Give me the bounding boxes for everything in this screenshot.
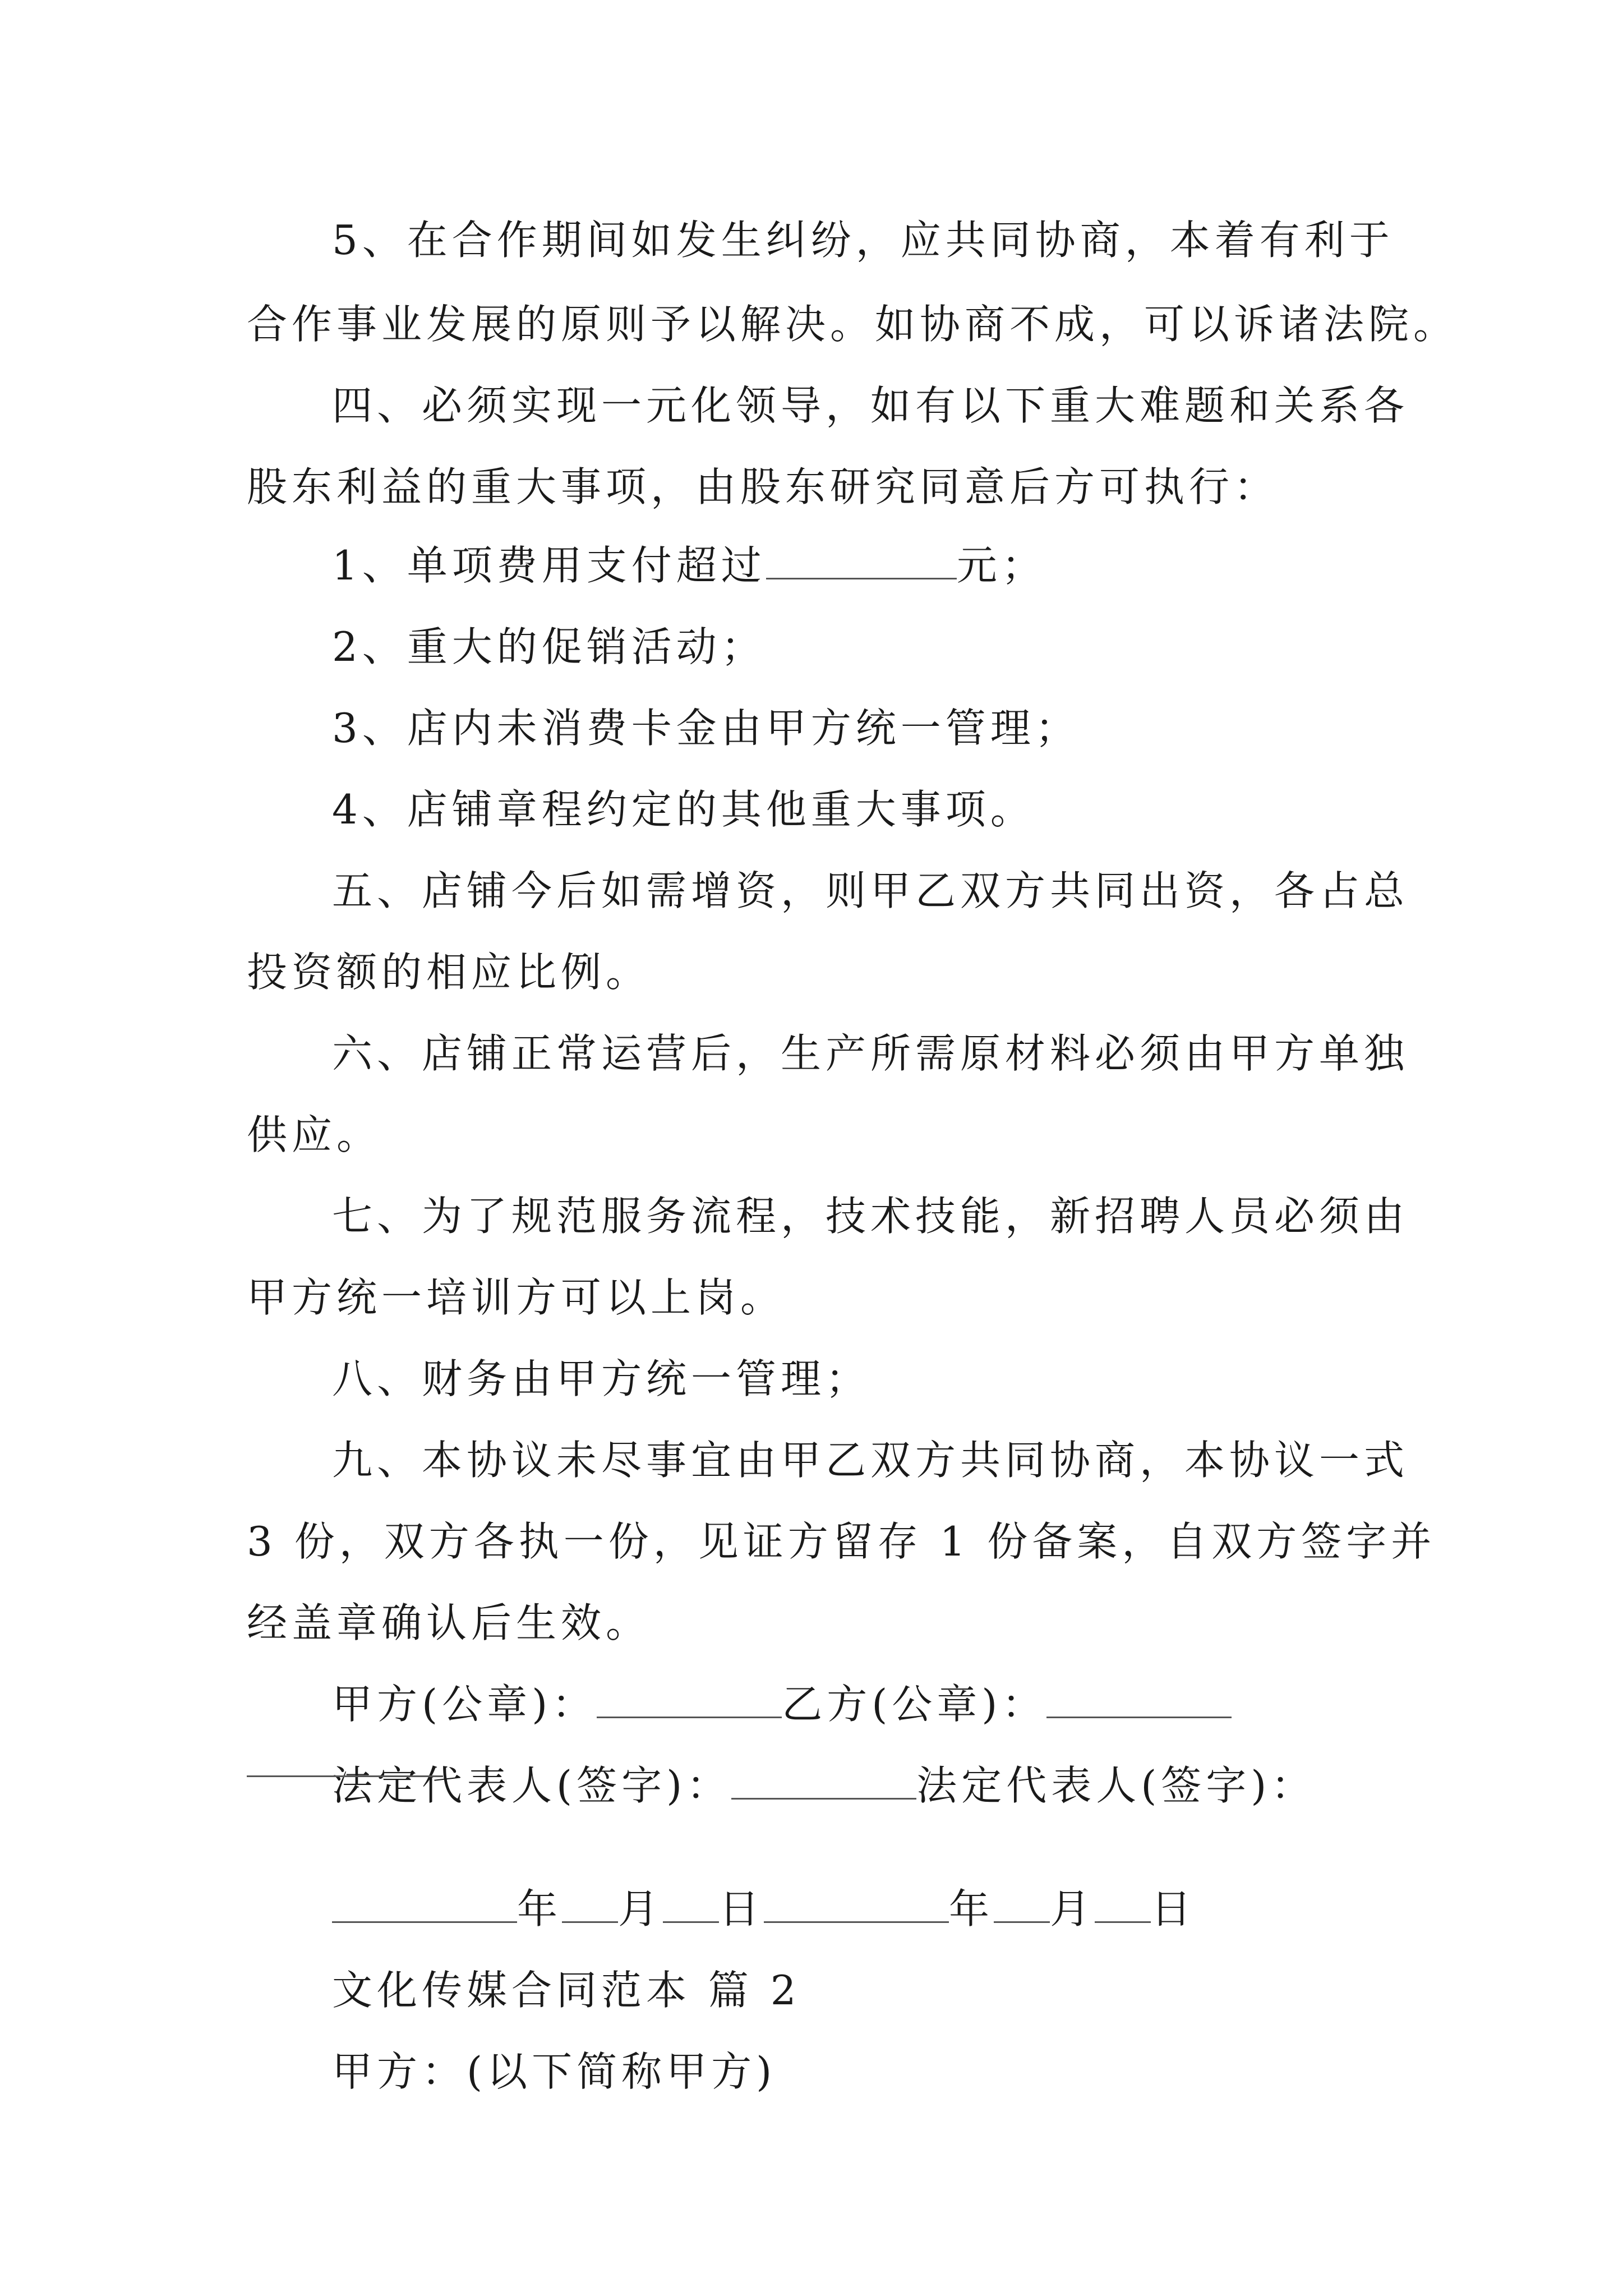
day-label-b: 日 (1151, 1885, 1196, 1932)
paragraph-8: 八、财务由甲方统一管理； (332, 1355, 871, 1402)
paragraph-9-line-1: 九、本协议未尽事宜由甲乙双方共同协商，本协议一式 (332, 1437, 1409, 1484)
party-a-month-blank[interactable] (562, 1887, 618, 1923)
month-label-b: 月 (1050, 1885, 1095, 1932)
paragraph-5-cn-line-1: 五、店铺今后如需增资，则甲乙双方共同出资，各占总 (332, 867, 1409, 914)
paragraph-5-cn-line-2: 投资额的相应比例。 (247, 949, 651, 996)
paragraph-4-line-2: 股东利益的重大事项，由股东研究同意后方可执行： (247, 463, 1279, 510)
month-label-a: 月 (618, 1885, 663, 1932)
year-label-a: 年 (517, 1885, 562, 1932)
party-b-year-blank[interactable] (764, 1887, 949, 1923)
paragraph-6-line-2: 供应。 (247, 1111, 382, 1158)
list-item-2: 2、重大的促销活动； (332, 623, 766, 670)
year-label-b: 年 (949, 1885, 994, 1932)
list-item-1-suffix: 元； (956, 542, 1046, 589)
paragraph-5-line-1: 5、在合作期间如发生纠纷，应共同协商，本着有利于 (332, 217, 1394, 264)
signature-seal-line (247, 1672, 1391, 1730)
paragraph-7-line-2: 甲方统一培训方可以上岗。 (247, 1274, 786, 1321)
paragraph-9-line-2: 3 份，双方各执一份，见证方留存 1 份备案，自双方签字并 (247, 1518, 1436, 1565)
list-item-1 (247, 533, 1391, 591)
section-heading-2: 文化传媒合同范本 篇 2 (332, 1967, 801, 2014)
party-b-rep-label: 法定代表人(签字)： (916, 1762, 1316, 1809)
party-a-seal-label: 甲方(公章)： (332, 1681, 597, 1728)
signature-blank-continued[interactable] (247, 1775, 443, 1777)
paragraph-6-line-1: 六、店铺正常运营后，生产所需原材料必须由甲方单独 (332, 1030, 1409, 1077)
party-a-rep-blank[interactable] (731, 1763, 916, 1800)
party-a-rep-label: 法定代表人(签字)： (332, 1762, 732, 1809)
paragraph-4-line-1: 四、必须实现一元化领导，如有以下重大难题和关系各 (332, 382, 1409, 429)
party-a-intro: 甲方：(以下简称甲方) (332, 2048, 777, 2095)
list-item-4: 4、店铺章程约定的其他重大事项。 (332, 786, 1035, 833)
paragraph-5-line-2: 合作事业发展的原则予以解决。如协商不成，可以诉诸法院。 (247, 301, 1459, 348)
list-item-3: 3、店内未消费卡金由甲方统一管理； (332, 705, 1080, 752)
party-b-seal-label: 乙方(公章)： (782, 1681, 1047, 1728)
party-a-seal-blank[interactable] (597, 1682, 782, 1718)
date-line (247, 1876, 1391, 1935)
paragraph-9-line-3: 经盖章确认后生效。 (247, 1599, 651, 1646)
party-b-seal-blank[interactable] (1046, 1682, 1232, 1718)
amount-blank[interactable] (766, 543, 957, 579)
party-b-month-blank[interactable] (994, 1887, 1050, 1923)
party-a-year-blank[interactable] (332, 1887, 517, 1923)
day-label-a: 日 (719, 1885, 764, 1932)
signature-rep-line (247, 1753, 1391, 1811)
party-a-day-blank[interactable] (663, 1887, 719, 1923)
paragraph-7-line-1: 七、为了规范服务流程，技术技能，新招聘人员必须由 (332, 1193, 1409, 1240)
party-b-day-blank[interactable] (1095, 1887, 1151, 1923)
list-item-1-text: 1、单项费用支付超过 (332, 542, 766, 589)
